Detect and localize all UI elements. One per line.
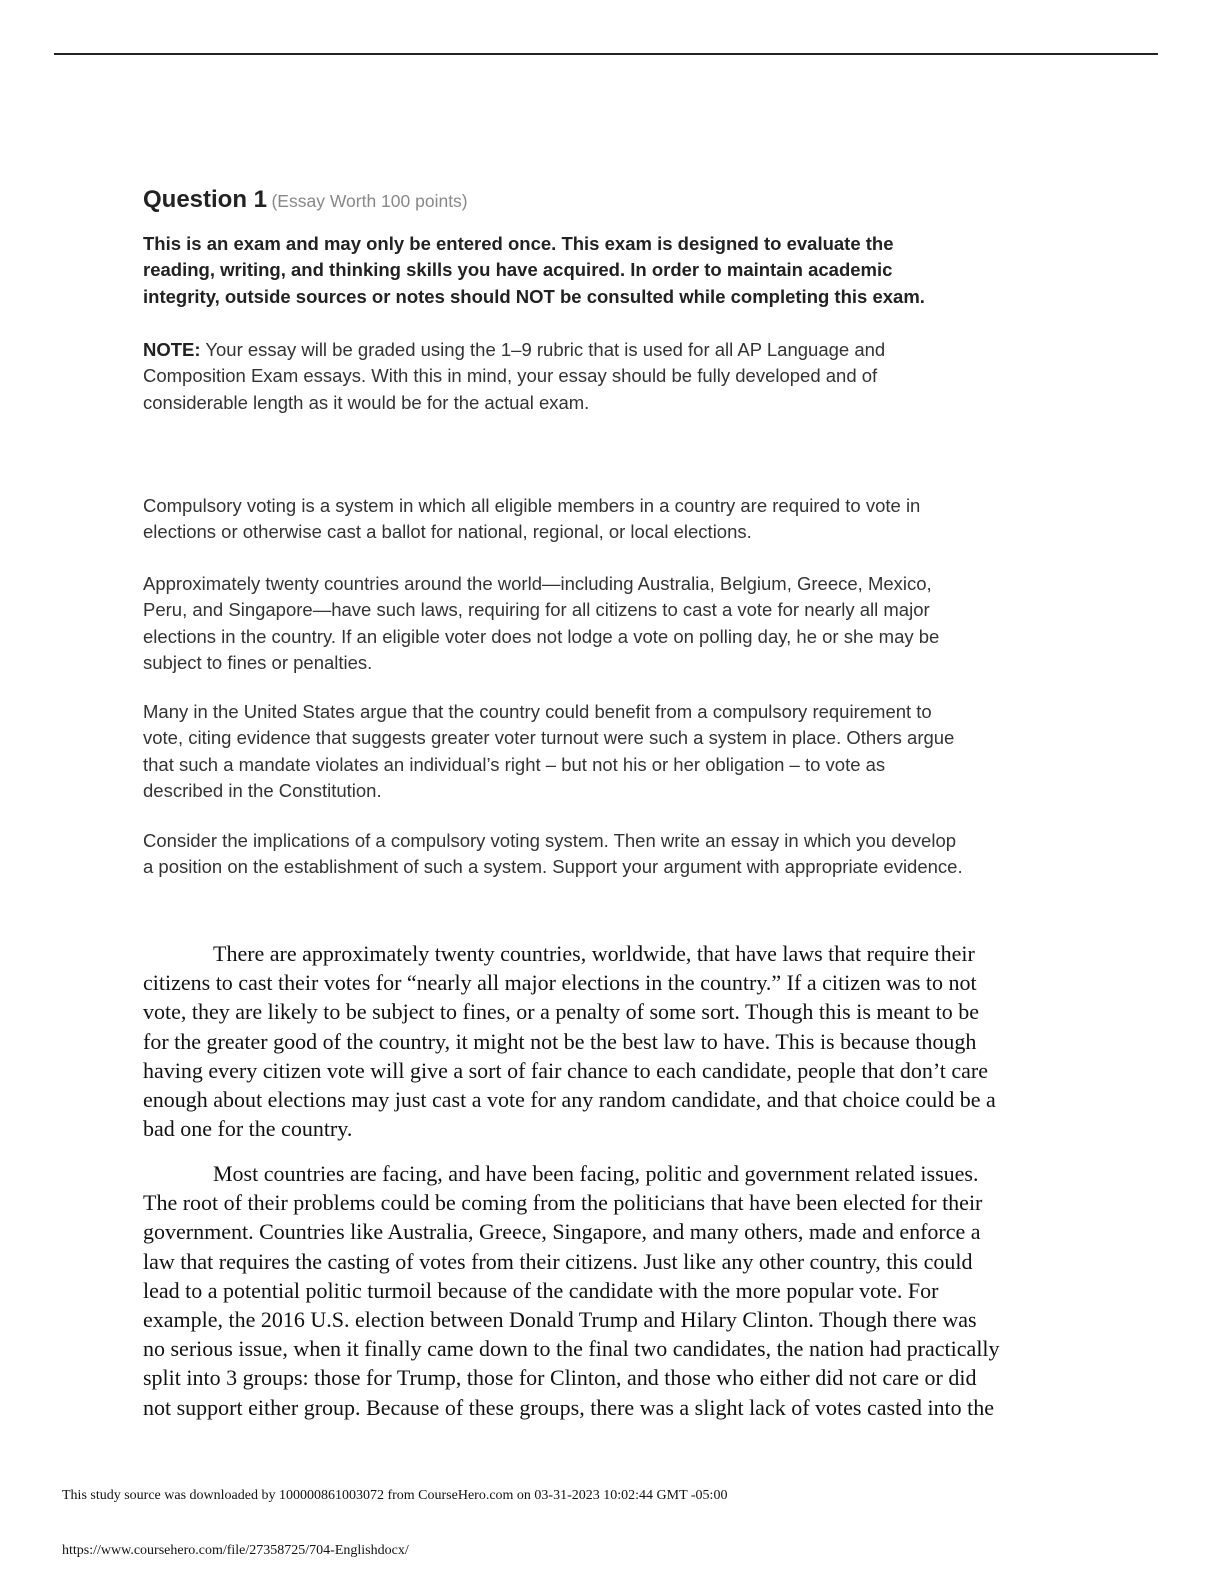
prompt-paragraph xyxy=(143,699,954,804)
essay-line: Most countries are facing, and have been facing, politic and government related issues. xyxy=(213,1161,979,1186)
note-line: Composition Exam essays. With this in mind, your essay should be fully developed and of xyxy=(143,365,878,387)
essay-line: vote, they are likely to be subject to fines, or a penalty of some sort. Though this is meant to be xyxy=(143,999,980,1025)
question-heading xyxy=(143,186,468,214)
source-url[interactable]: https://www.coursehero.com/file/27358725/704-Englishdocx/ xyxy=(62,1543,409,1558)
download-notice: This study source was downloaded by 100000861003072 from CourseHero.com on 03-31-2023 10:02:44 GMT -05:00 xyxy=(62,1488,728,1503)
question-worth: (Essay Worth 100 points) xyxy=(271,191,468,211)
prompt-paragraph xyxy=(143,828,963,881)
prompt-line: elections in the country. If an eligible voter does not lodge a vote on polling day, he or she may be xyxy=(143,625,940,647)
essay-line: for the greater good of the country, it might not be the best law to have. This is because though xyxy=(143,1028,977,1054)
instruction-line: integrity, outside sources or notes should NOT be consulted while completing this exam. xyxy=(143,285,925,307)
essay-line: enough about elections may just cast a vote for any random candidate, and that choice could be a xyxy=(143,1087,996,1113)
essay-line: lead to a potential politic turmoil because of the candidate with the more popular vote. For xyxy=(143,1277,939,1303)
instruction-line: This is an exam and may only be entered once. This exam is designed to evaluate the xyxy=(143,233,894,254)
essay-line: no serious issue, when it finally came down to the final two candidates, the nation had practically xyxy=(143,1336,1000,1362)
top-rule xyxy=(54,53,1158,55)
essay-paragraph xyxy=(143,1159,1000,1422)
question-title: Question 1 xyxy=(143,186,268,213)
prompt-paragraph xyxy=(143,571,939,676)
essay-line: The root of their problems could be coming from the politicians that have been elected for their xyxy=(143,1190,983,1216)
instructions xyxy=(143,231,925,310)
prompt-line: Many in the United States argue that the country could benefit from a compulsory requirement to xyxy=(143,701,932,722)
prompt-line: vote, citing evidence that suggests greater voter turnout were such a system in place. Others argue xyxy=(143,727,955,749)
note-line: Your essay will be graded using the 1–9 rubric that is used for all AP Language and xyxy=(200,339,886,360)
essay-paragraph xyxy=(143,939,996,1143)
essay-line: bad one for the country. xyxy=(143,1116,353,1142)
note-line: considerable length as it would be for the actual exam. xyxy=(143,391,590,413)
prompt-line: that such a mandate violates an individual’s right – but not his or her obligation – to vote as xyxy=(143,753,886,775)
essay-line: government. Countries like Australia, Greece, Singapore, and many others, made and enforce a xyxy=(143,1219,981,1245)
note xyxy=(143,337,885,416)
prompt-line: a position on the establishment of such a system. Support your argument with appropriate evidence. xyxy=(143,856,963,878)
prompt-paragraph xyxy=(143,493,920,546)
note-label: NOTE: xyxy=(143,339,201,360)
essay-line: split into 3 groups: those for Trump, those for Clinton, and those who either did not care or did xyxy=(143,1365,977,1391)
prompt-line: Peru, and Singapore—have such laws, requiring for all citizens to cast a vote for nearly all major xyxy=(143,599,930,621)
prompt-line: Consider the implications of a compulsory voting system. Then write an essay in which you develop xyxy=(143,830,957,851)
prompt-line: Approximately twenty countries around the world—including Australia, Belgium, Greece, Mexico, xyxy=(143,573,932,594)
prompt-line: subject to fines or penalties. xyxy=(143,651,373,673)
instruction-line: reading, writing, and thinking skills you have acquired. In order to maintain academic xyxy=(143,259,893,281)
essay-line: example, the 2016 U.S. election between Donald Trump and Hilary Clinton. Though there was xyxy=(143,1307,977,1333)
essay-line: There are approximately twenty countries, worldwide, that have laws that require their xyxy=(213,941,975,966)
prompt-line: Compulsory voting is a system in which all eligible members in a country are required to vote in xyxy=(143,495,921,516)
essay-line: citizens to cast their votes for “nearly all major elections in the country.” If a citizen was to not xyxy=(143,970,977,996)
essay-line: having every citizen vote will give a sort of fair chance to each candidate, people that don’t care xyxy=(143,1057,989,1083)
essay-line: not support either group. Because of these groups, there was a slight lack of votes casted into the xyxy=(143,1394,995,1420)
essay-line: law that requires the casting of votes from their citizens. Just like any other country, this could xyxy=(143,1248,973,1274)
prompt-line: elections or otherwise cast a ballot for national, regional, or local elections. xyxy=(143,521,752,543)
prompt-line: described in the Constitution. xyxy=(143,779,382,801)
